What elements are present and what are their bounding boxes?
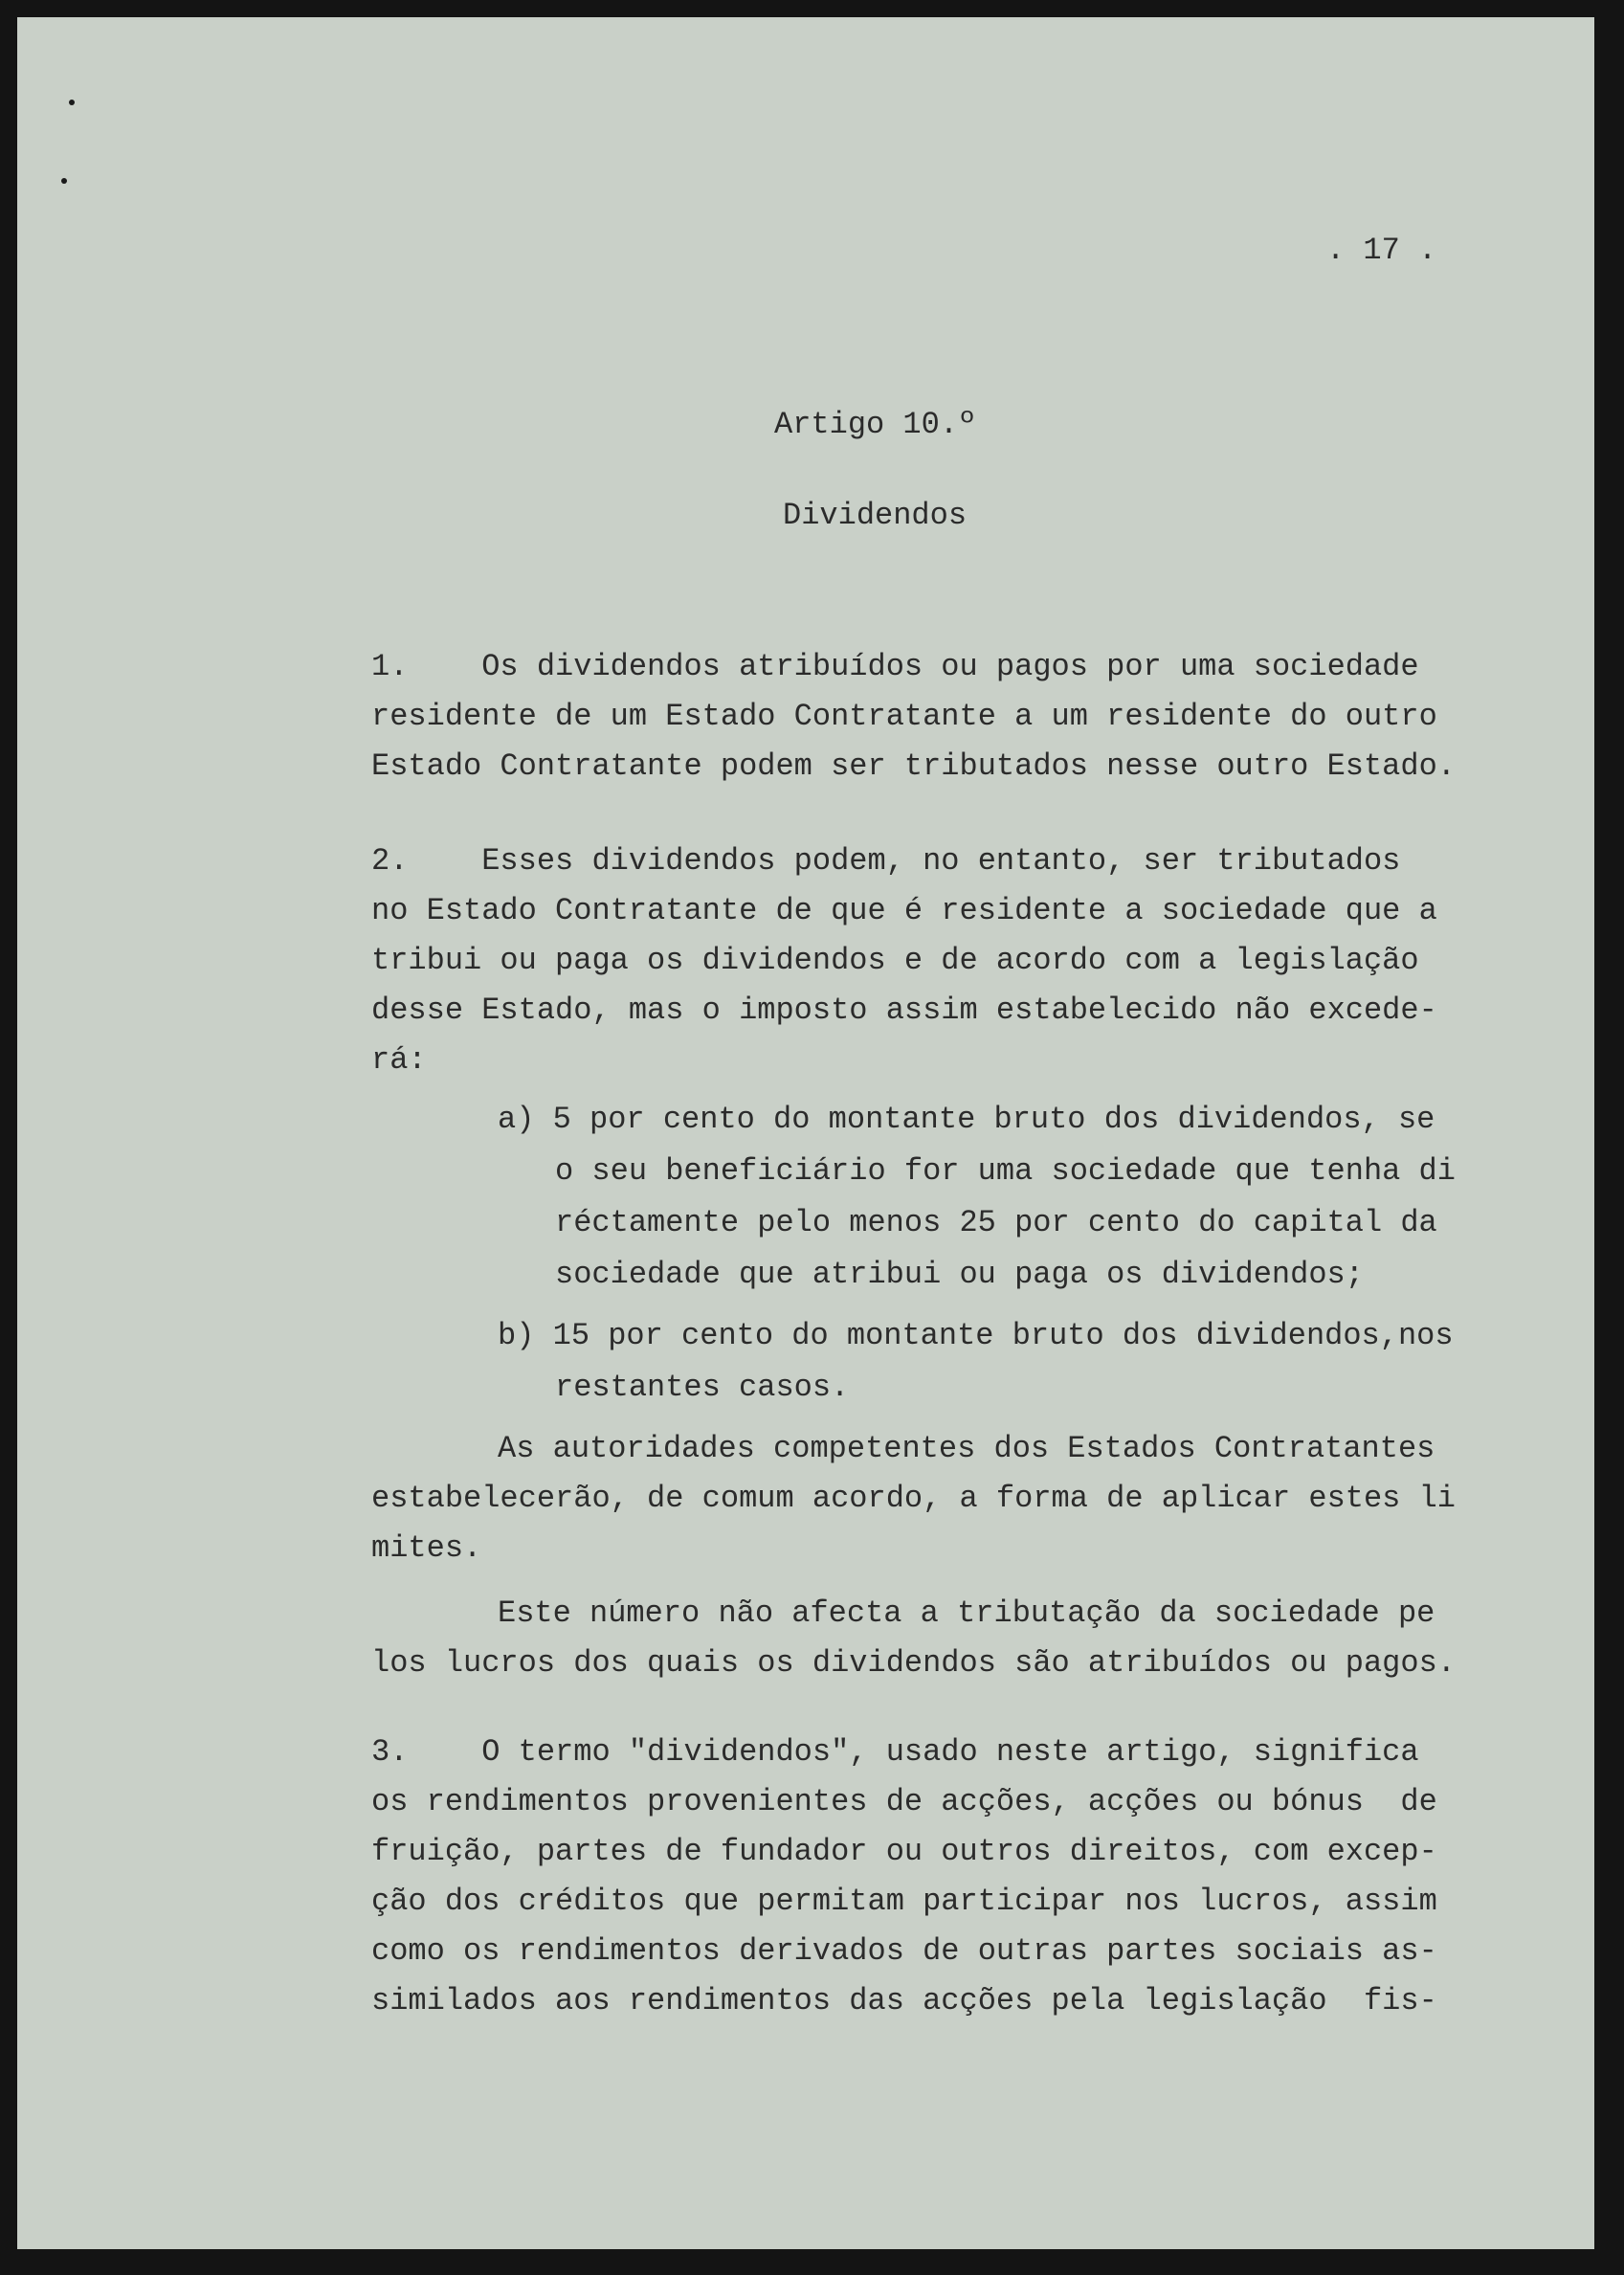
list-item-line: réctamente pelo menos 25 por cento do capital da [555, 1205, 1437, 1240]
list-item-line: a) 5 por cento do montante bruto dos dividendos, se [498, 1102, 1435, 1137]
list-item-line: sociedade que atribui ou paga os dividendos; [555, 1257, 1364, 1292]
list-item-line: b) 15 por cento do montante bruto dos dividendos,nos [498, 1318, 1454, 1353]
punch-mark [61, 178, 67, 184]
paragraph-line: 2. Esses dividendos podem, no entanto, ser tributados [371, 843, 1401, 879]
paragraph-line: 3. O termo "dividendos", usado neste artigo, significa [371, 1734, 1419, 1770]
list-item-line: o seu beneficiário for uma sociedade que tenha di [555, 1153, 1456, 1189]
article-title: Artigo 10.º [774, 407, 977, 442]
list-item-line: restantes casos. [555, 1370, 850, 1405]
paragraph-line: no Estado Contratante de que é residente a sociedade que a [371, 893, 1437, 928]
paragraph-line: 1. Os dividendos atribuídos ou pagos por uma sociedade [371, 649, 1419, 684]
paragraph-line: los lucros dos quais os dividendos são atribuídos ou pagos. [371, 1645, 1456, 1681]
article-subtitle: Dividendos [783, 498, 968, 533]
paragraph-line: tribui ou paga os dividendos e de acordo com a legislação [371, 943, 1419, 978]
paragraph-line: Este número não afecta a tributação da sociedade pe [498, 1595, 1435, 1631]
paragraph-line: fruição, partes de fundador ou outros direitos, com excep- [371, 1834, 1437, 1869]
paragraph-line: os rendimentos provenientes de acções, acções ou bónus de [371, 1784, 1437, 1819]
paragraph-line: ção dos créditos que permitam participar nos lucros, assim [371, 1884, 1437, 1919]
document-page [17, 17, 1594, 2249]
paragraph-line: Estado Contratante podem ser tributados nesse outro Estado. [371, 748, 1456, 784]
paragraph-line: As autoridades competentes dos Estados Contratantes [498, 1431, 1435, 1466]
paragraph-line: similados aos rendimentos das acções pela legislação fis- [371, 1983, 1437, 2019]
punch-mark [69, 100, 75, 105]
paragraph-line: residente de um Estado Contratante a um residente do outro [371, 699, 1437, 734]
page-number: . 17 . [1326, 233, 1437, 268]
paragraph-line: rá: [371, 1042, 427, 1078]
paragraph-line: como os rendimentos derivados de outras partes sociais as- [371, 1933, 1437, 1969]
paragraph-line: estabelecerão, de comum acordo, a forma de aplicar estes li [371, 1481, 1456, 1516]
paragraph-line: mites. [371, 1530, 482, 1566]
paragraph-line: desse Estado, mas o imposto assim estabelecido não excede- [371, 993, 1437, 1028]
